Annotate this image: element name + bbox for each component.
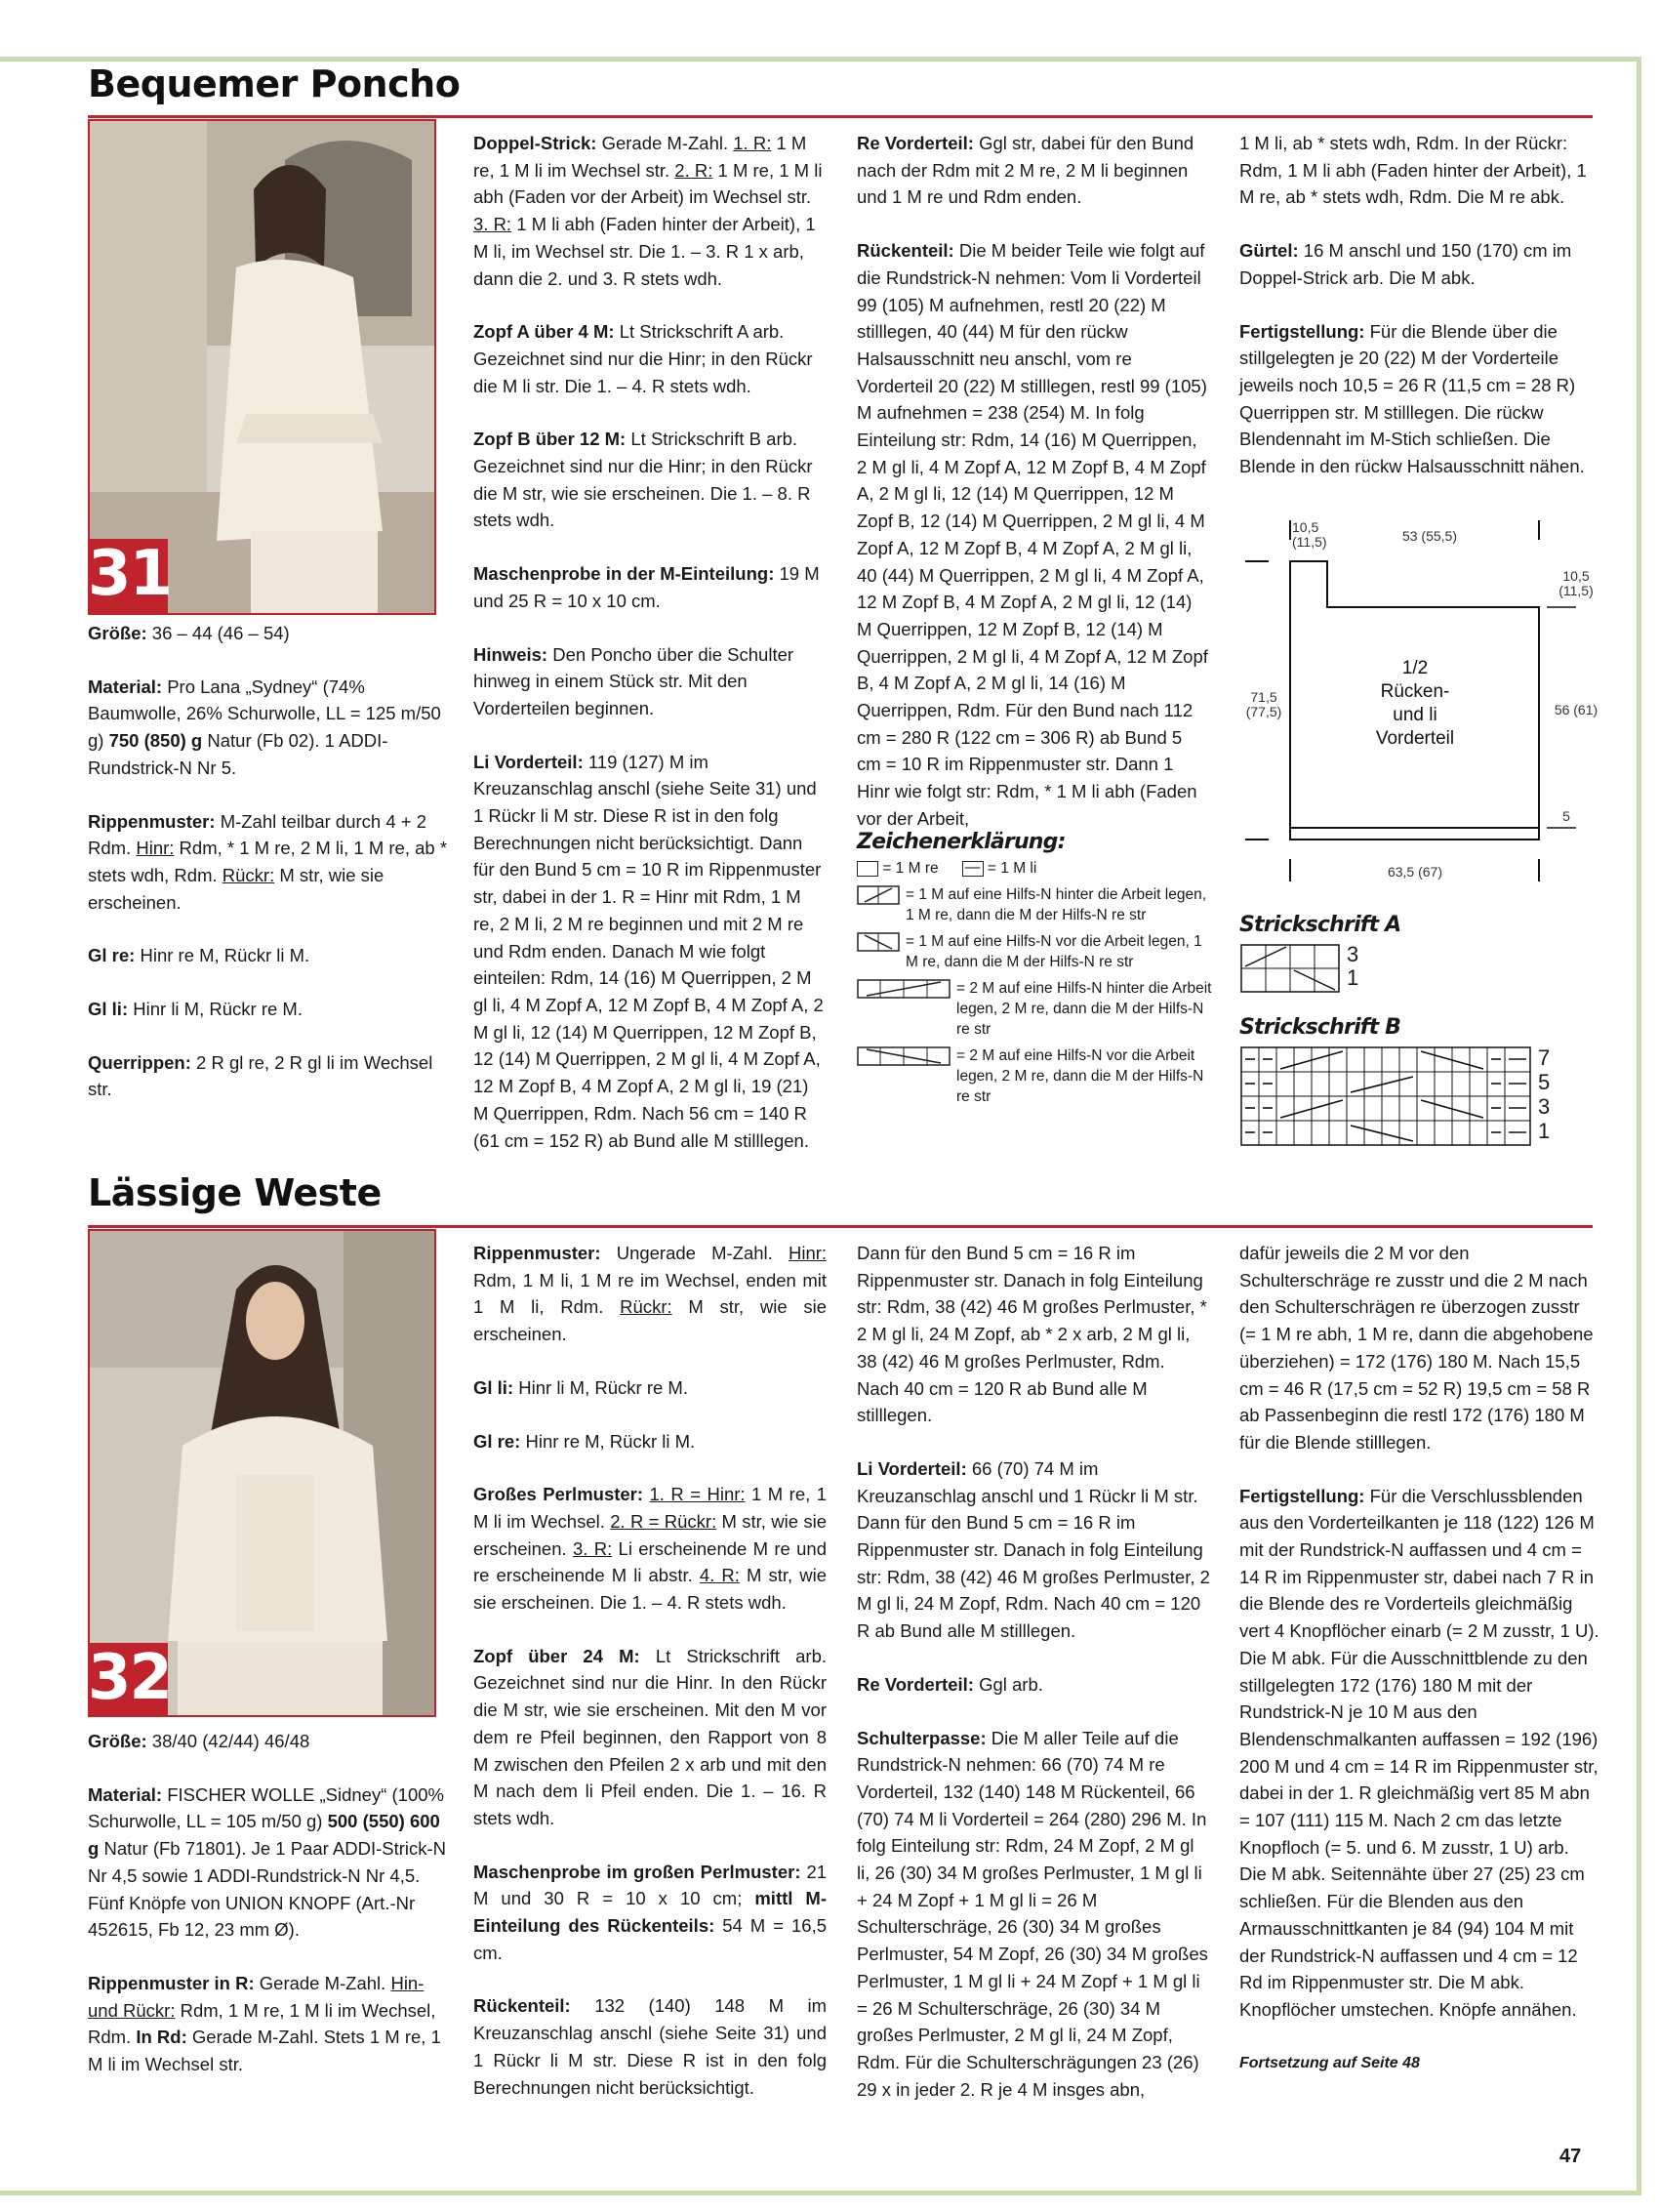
- weste-title-rule: [88, 1225, 1593, 1228]
- poncho-title: Bequemer Poncho: [88, 62, 461, 105]
- poncho-legend: Zeichenerklärung: = 1 M re — = 1 M li = 1 M auf eine Hilfs-N hinter die Arbeit legen, 1 M re, dann die M der Hilfs-N re str = 1 M auf eine Hilfs-N vor die Arbeit legen, 1 M re, dann die M der Hilfs-N re str = 2 M auf eine Hilfs-N hinter die Arbeit legen, 2 M re, dann die M der Hilfs-N re str = 2 M auf eine Hilfs-N vor die Arbeit legen, 2 M re, dann die M der Hilfs-N re str: [857, 832, 1218, 1107]
- chart-a-row-1: 1: [1347, 965, 1359, 990]
- legend-title: Zeichenerklärung:: [857, 830, 1066, 854]
- cross-2-front-icon: [857, 1045, 951, 1067]
- poncho-title-rule: [88, 115, 1593, 118]
- chart-a-block: [1239, 913, 1400, 994]
- weste-number-badge: 32: [88, 1643, 168, 1717]
- weste-col-3: Dann für den Bund 5 cm = 16 R im Rippenmuster str. Danach in folg Einteilung str: Rdm, 38 (42) 46 M großes Perlmuster, * 2 M gl li, 24 M Zopf, ab * 2 x arb, 2 M gl li, 38 (42) 46 M großes Perlmuster, Rdm. Nach 40 cm = 120 R ab Bund alle M stilllegen. Li Vorderteil: 66 (70) 74 M im Kreuzanschlag anschl und 1 Rückr li M str. Dann für den Bund 5 cm = 16 R im Rippenmuster str. Danach in folg Einteilung str: Rdm, 38 (42) 46 M großes Perlmuster, 2 M gl li, 24 M Zopf, Rdm. Nach 40 cm = 120 R ab Bund alle M stilllegen. Re Vorderteil: Ggl arb. Schulterpasse: Die M aller Teile auf die Rundstrick-N nehmen: 66 (70) 74 M re Vorderteil, 132 (140) 148 M Rückenteil, 66 (70) 74 M li Vorderteil = 264 (280) 296 M. In folg Einteilung str: Rdm, 24 M Zopf, 2 M gl li, 26 (30) 34 M großes Perlmuster, 1 M gl li + 24 M Zopf + 1 M gl li = 26 M Schulterschräge, 26 (30) 34 M großes Perlmuster, 54 M Zopf, 26 (30) 34 M großes Perlmuster, 1 M gl li + 24 M Zopf + 1 M gl li = 26 M Schulterschräge, 26 (30) 34 M großes Perlmuster, 2 M gl li, 24 M Zopf, Rdm. Für die Schulterschrägungen 23 (26) 29 x in jeder 2. R je 4 M insges abn,: [857, 1243, 1210, 2100]
- chart-a-title: Strickschrift A: [1239, 913, 1401, 937]
- knit-symbol-icon: [857, 861, 878, 877]
- chart-b-block: [1239, 1015, 1550, 1147]
- chart-b-row-3: 3: [1538, 1094, 1551, 1119]
- chart-b-row-1: 1: [1538, 1119, 1551, 1143]
- weste-col-4: dafür jeweils die 2 M vor den Schulterschräge re zusstr und die 2 M nach den Schulterschrägen re überzogen zusstr (= 1 M re abh, 1 M re, dann die abgehobene überziehen) = 172 (176) 180 M. Nach 15,5 cm = 46 R (17,5 cm = 52 R) 19,5 cm = 58 R ab Passenbeginn die restl 172 (176) 180 M für die Blende stilllegen. Fertigstellung: Für die Verschlussblenden aus den Vorderteilkanten je 118 (122) 126 M mit der Rundstrick-N auffassen und 4 cm = 14 R im Rippenmuster str, dabei nach 7 R in die Blende des re Vorderteils gleichmäßig vert 4 Knopflöcher einarb (= 2 M zusstr, 1 U). Die M abk. Für die Ausschnittblende zu den stillgelegten 172 (176) 180 M mit der Rundstrick-N je 10 M aus den Blendenschmalkanten auffassen = 192 (196) 200 M und 4 cm = 14 R im Rippenmuster str, dabei in der 1. R gleichmäßig vert 85 M abn = 107 (111) 115 M. Nach 2 cm das letzte Knopfloch (= 5. und 6. M zusstr, 1 U) arb. Die M abk. Seitennähte über 27 (25) 23 cm schließen. Für die Blenden aus den Armausschnittkanten je 84 (94) 104 M mit der Rundstrick-N auffassen und 4 cm = 12 Rd im Rippenmuster str. Die M abk. Knopflöcher umstechen. Knöpfe annähen. Fortsetzung auf Seite 48: [1239, 1240, 1600, 2103]
- schema-bund: 5: [1562, 808, 1570, 824]
- schema-left-height: 71,5 (77,5): [1245, 689, 1282, 719]
- schema-top-left: 10,5 (11,5): [1292, 519, 1327, 550]
- weste-col-1: Größe: 38/40 (42/44) 46/48 Material: FISCHER WOLLE „Sidney“ (100% Schurwolle, LL = 105 m/50 g) 500 (550) 600 g Natur (Fb 71801). Je 1 Paar ADDI-Strick-N Nr 4,5 sowie 1 ADDI-Rundstrick-N Nr 4,5. Fünf Knöpfe von UNION KNOPF (Art.-Nr 452615, Fb 12, 23 mm Ø). Rippenmuster in R: Gerade M-Zahl. Hin- und Rückr: Rdm, 1 M re, 1 M li im Wechsel, Rdm. In Rd: Gerade M-Zahl. Stets 1 M re, 1 M li im Wechsel str.: [88, 1731, 447, 2075]
- cross-2-back-icon: [857, 978, 951, 1000]
- continuation-note: Fortsetzung auf Seite 48: [1239, 2054, 1420, 2071]
- schema-top-width: 53 (55,5): [1401, 528, 1458, 544]
- purl-symbol-icon: —: [962, 861, 984, 877]
- chart-b-row-5: 5: [1538, 1070, 1551, 1094]
- chart-b-title: Strickschrift B: [1239, 1015, 1401, 1040]
- weste-title: Lässige Weste: [88, 1171, 382, 1214]
- cross-1-back-icon: [857, 884, 900, 906]
- poncho-schematic: [1239, 512, 1610, 903]
- poncho-col-3: Re Vorderteil: Ggl str, dabei für den Bund nach der Rdm mit 2 M re, 2 M li beginnen und 1 M re und Rdm enden. Rückenteil: Die M beider Teile wie folgt auf die Rundstrick-N nehmen: Vom li Vorderteil 99 (105) M aufnehmen, restl 20 (22) M stilllegen, 40 (44) M für den rückw Halsausschnitt neu anschl, vom re Vorderteil 20 (22) M stilllegen, restl 99 (105) M aufnehmen = 238 (254) M. In folg Einteilung str: Rdm, 14 (16) M Querrippen, 2 M gl li, 4 M Zopf A, 12 M Zopf B, 4 M Zopf A, 2 M gl li, 12 (14) M Querrippen, 12 M Zopf B, 12 (14) M Querrippen, 2 M gl li, 4 M Zopf A, 12 M Zopf B, 4 M Zopf A, 2 M gl li, 40 (44) M Querrippen, 2 M gl li, 4 M Zopf A, 12 M Zopf B, 4 M Zopf A, 2 M gl li, 12 (14) M Querrippen, 12 M Zopf B, 12 (14) M Querrippen, 2 M gl li, 4 M Zopf A, 12 M Zopf B, 4 M Zopf A, 2 M gl li, 14 (16) M Querrippen, Rdm. Für den Bund nach 112 cm = 280 R (122 cm = 306 R) ab Bund 5 cm = 10 R im Rippenmuster str. Dann 1 Hinr wie folgt str: Rdm, * 1 M li abh (Faden vor der Arbeit,: [857, 133, 1208, 829]
- chart-a-row-3: 3: [1347, 942, 1359, 966]
- page-number: 47: [1559, 2146, 1582, 2167]
- poncho-col-4: 1 M li, ab * stets wdh, Rdm. In der Rückr: Rdm, 1 M li abh (Faden hinter der Arbeit), 1 M re, ab * stets wdh, Rdm. Die M re abk. Gürtel: 16 M anschl und 150 (170) cm im Doppel-Strick arb. Die M abk. Fertigstellung: Für die Blende über die stillgelegten je 20 (22) M der Vorderteile jeweils noch 10,5 = 26 R (11,5 cm = 28 R) Querrippen str. M stilllegen. Die rückw Blendennaht im M-Stich schließen. Die Blende in den rückw Halsausschnitt nähen.: [1239, 133, 1587, 477]
- schema-right-top: 10,5 (11,5): [1558, 568, 1594, 598]
- poncho-number-badge: 31: [88, 539, 168, 615]
- weste-col-2: Rippenmuster: Ungerade M-Zahl. Hinr: Rdm, 1 M li, 1 M re im Wechsel, enden mit 1 M li, Rdm. Rückr: M str, wie sie erscheinen. Gl li: Hinr li M, Rückr re M. Gl re: Hinr re M, Rückr li M. Großes Perlmuster: 1. R = Hinr: 1 M re, 1 M li im Wechsel. 2. R = Rückr: M str, wie sie erscheinen. 3. R: Li erscheinende M re und re erscheinende M li abstr. 4. R: M str, wie sie erscheinen. Die 1. – 4. R stets wdh. Zopf über 24 M: Lt Strickschrift arb. Gezeichnet sind nur die Hinr. In den Rückr die M str, wie sie erscheinen. Mit den M vor dem re Pfeil beginnen, den Rapport von 8 M zwischen den Pfeilen 2 x arb und mit den M nach dem li Pfeil enden. Die 1. – 16. R stets wdh. Maschenprobe im großen Perlmuster: 21 M und 30 R = 10 x 10 cm; mittl M-Einteilung des Rückenteils: 54 M = 16,5 cm. Rückenteil: 132 (140) 148 M im Kreuzanschlag anschl (siehe Seite 31) und 1 Rückr li M str. Diese R ist in den folg Berechnungen nicht berücksichtigt.: [473, 1243, 828, 2098]
- poncho-col-1: Größe: 36 – 44 (46 – 54) Material: Pro Lana „Sydney“ (74% Baumwolle, 26% Schurwolle, LL = 125 m/50 g) 750 (850) g Natur (Fb 02). 1 ADDI-Rundstrick-N Nr 5. Rippenmuster: M-Zahl teilbar durch 4 + 2 Rdm. Hinr: Rdm, * 1 M re, 2 M li, 1 M re, ab * stets wdh, Rdm. Rückr: M str, wie sie erscheinen. Gl re: Hinr re M, Rückr li M. Gl li: Hinr li M, Rückr re M. Querrippen: 2 R gl re, 2 R gl li im Wechsel str.: [88, 623, 448, 1100]
- poncho-col-2: Doppel-Strick: Gerade M-Zahl. 1. R: 1 M re, 1 M li im Wechsel str. 2. R: 1 M re, 1 M li abh (Faden vor der Arbeit) im Wechsel str. 3. R: 1 M li abh (Faden hinter der Arbeit), 1 M li, im Wechsel str. Die 1. – 3. R 1 x arb, dann die 2. und 3. R stets wdh. Zopf A über 4 M: Lt Strickschrift A arb. Gezeichnet sind nur die Hinr; in den Rückr die M li str. Die 1. – 4. R stets wdh. Zopf B über 12 M: Lt Strickschrift B arb. Gezeichnet sind nur die Hinr; in den Rückr die M str, wie sie erscheinen. Die 1. – 8. R stets wdh. Maschenprobe in der M-Einteilung: 19 M und 25 R = 10 x 10 cm. Hinweis: Den Poncho über die Schulter hinweg in einem Stück str. Mit den Vorderteilen beginnen. Li Vorderteil: 119 (127) M im Kreuzanschlag anschl (siehe Seite 31) und 1 Rückr li M str. Diese R ist in den folg Berechnungen nicht berücksichtigt. Dann für den Bund 5 cm = 10 R im Rippenmuster str, dabei in der 1. R = Hinr mit Rdm, 1 M re, 2 M li, 2 M re beginnen und mit 2 M re und Rdm enden. Danach M wie folgt einteilen: Rdm, 14 (16) M Querrippen, 2 M gl li, 4 M Zopf A, 12 M Zopf B, 4 M Zopf A, 2 M gl li, 12 (14) M Querrippen, 12 M Zopf B, 12 (14) M Querrippen, 2 M gl li, 4 M Zopf A, 12 M Zopf B, 4 M Zopf A, 2 M gl li, 19 (21) M Querrippen, Rdm. Nach 56 cm = 140 R (61 cm = 152 R) ab Bund alle M stilllegen.: [473, 133, 824, 1151]
- schema-bottom-width: 63,5 (67): [1387, 864, 1443, 880]
- schema-right-height: 56 (61): [1554, 702, 1598, 717]
- chart-b-row-7: 7: [1538, 1045, 1551, 1070]
- chart-b-grid: [1239, 1045, 1532, 1147]
- chart-a-grid: [1239, 943, 1341, 994]
- schema-center-label: 1/2 Rücken- und li Vorderteil: [1375, 658, 1455, 749]
- cross-1-front-icon: [857, 931, 900, 953]
